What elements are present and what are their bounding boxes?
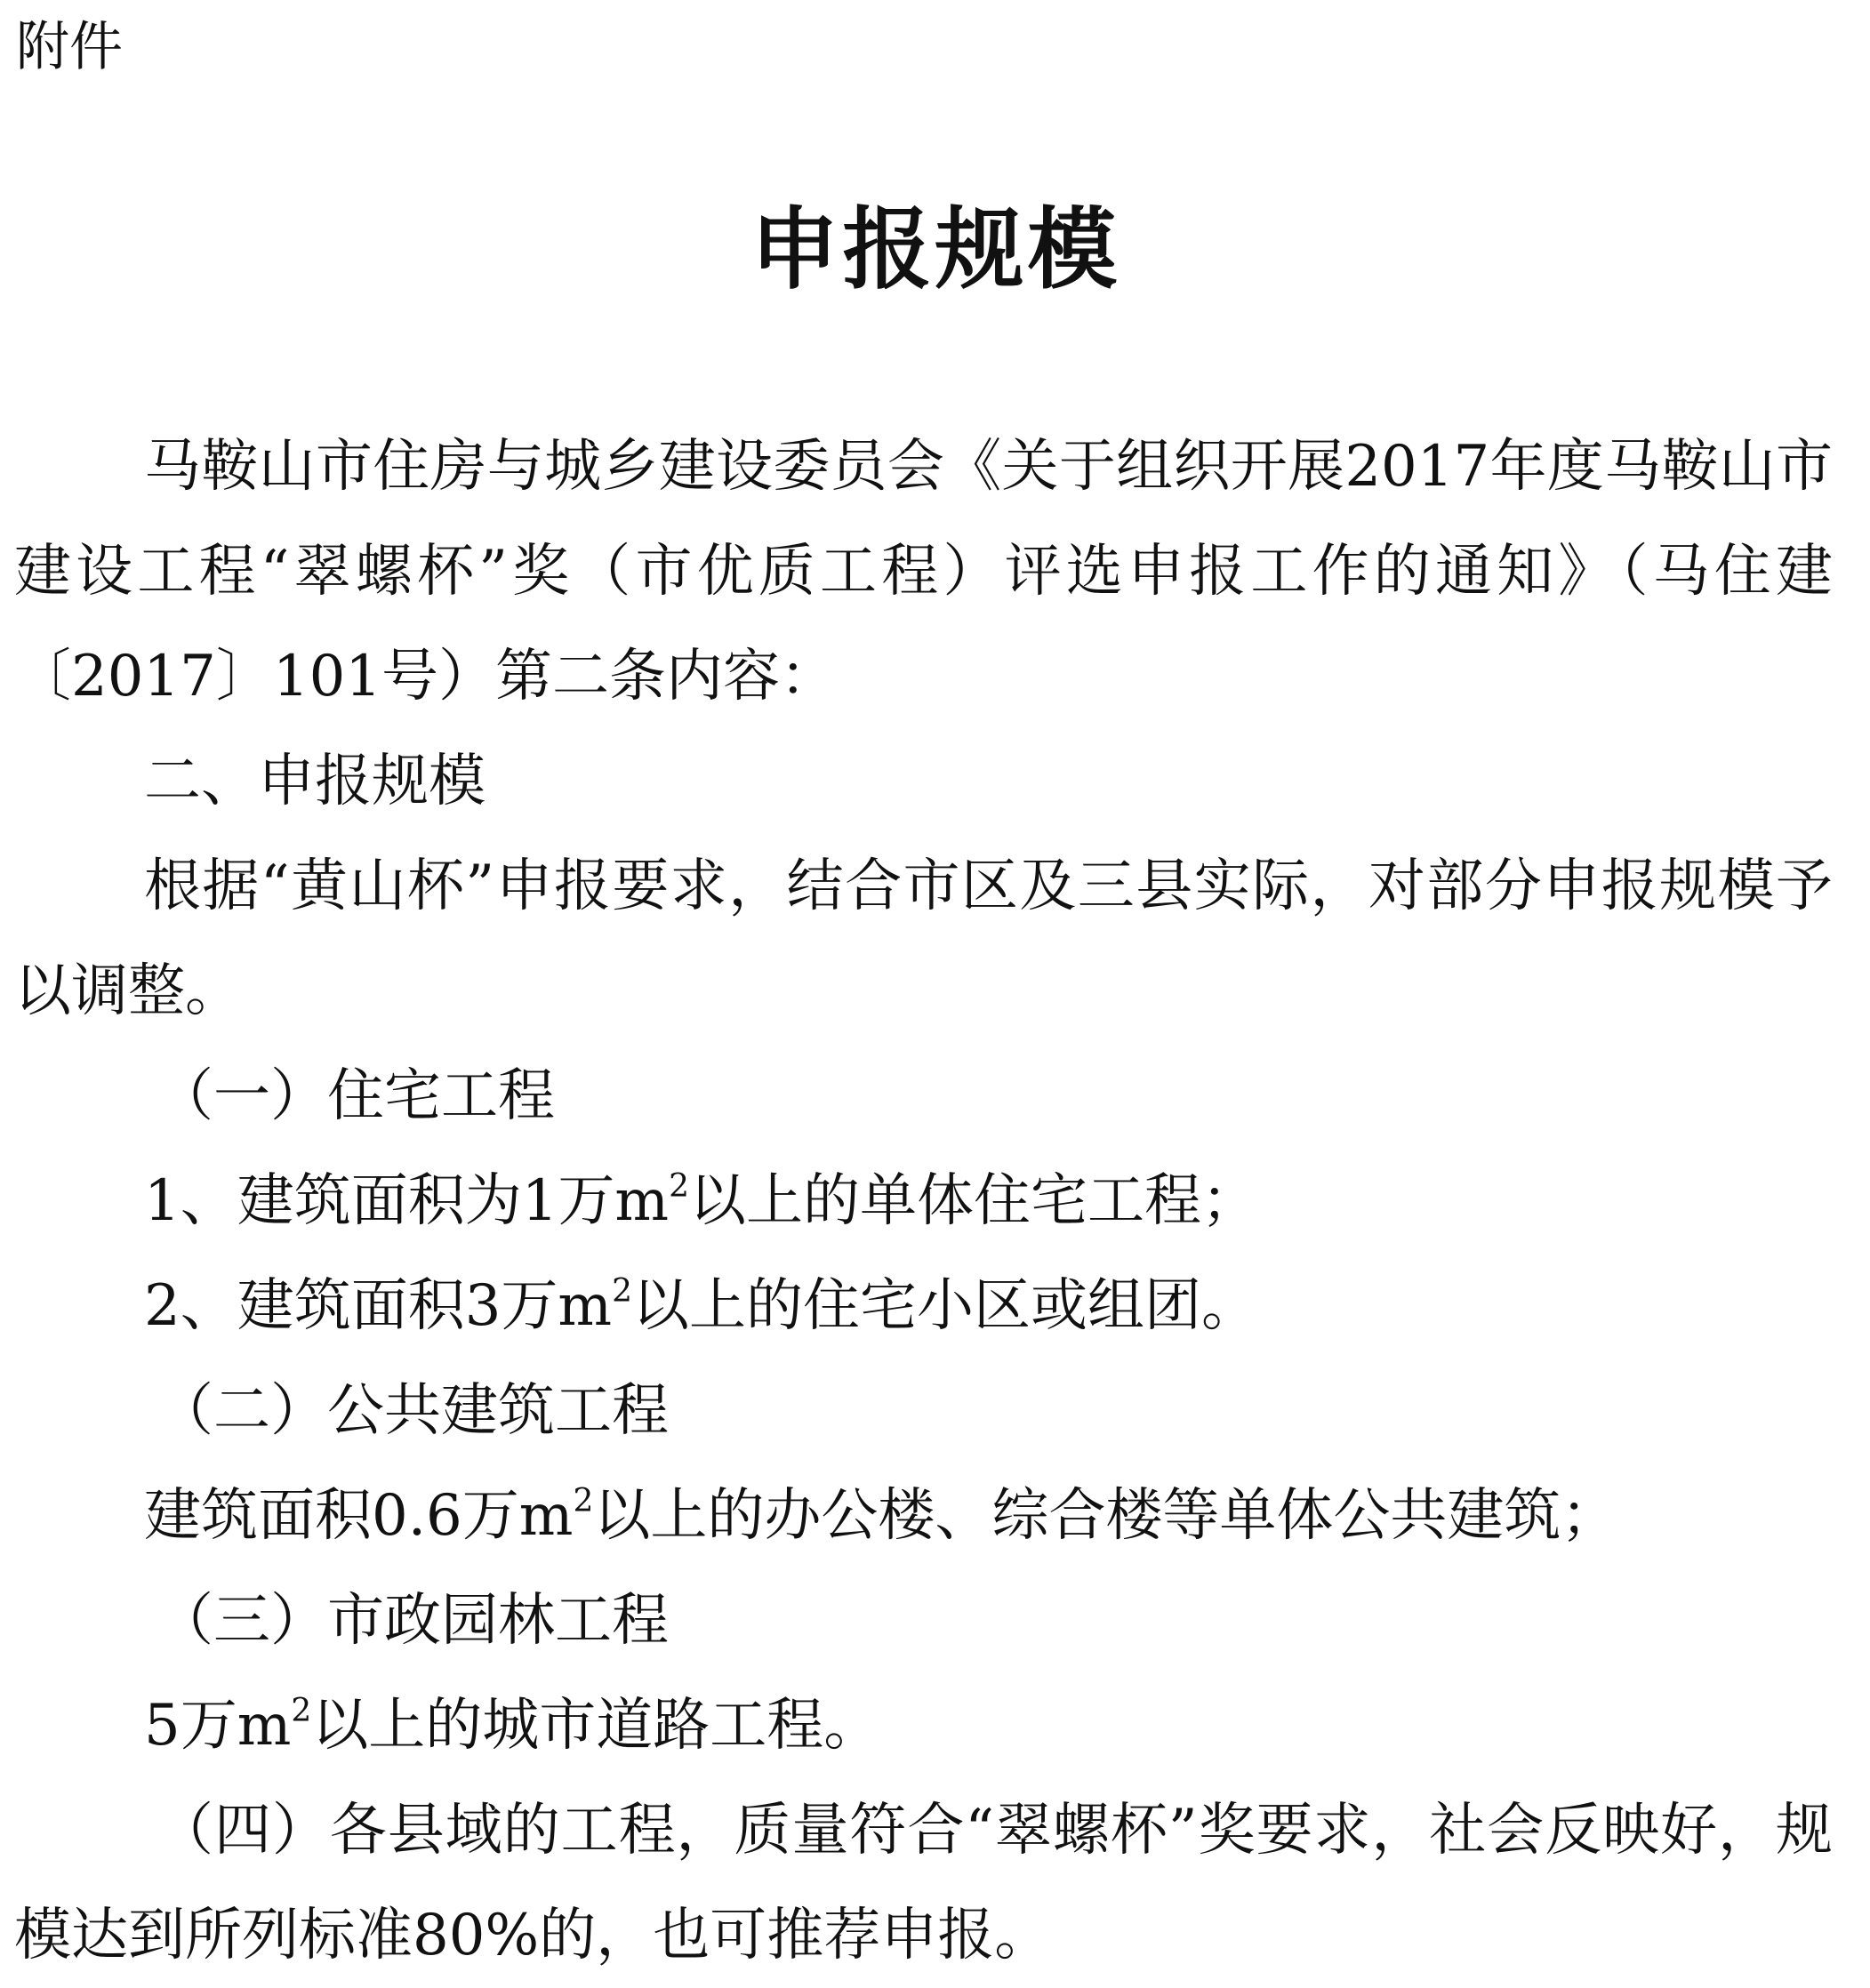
public-item	[14, 1463, 1833, 1568]
residential-item-2	[14, 1254, 1833, 1359]
residential-item-1	[14, 1149, 1833, 1254]
public-item-superscript: 2	[573, 1483, 594, 1519]
residential-item-2-rest: 以上的住宅小区或组团。	[632, 1273, 1259, 1339]
county-note-paragraph: （四）各县域的工程，质量符合“翠螺杯”奖要求，社会反映好，规模达到所列标准80%的，也可推荐申报。	[14, 1798, 1833, 1968]
public-heading: （二）公共建筑工程	[157, 1378, 669, 1444]
residential-item-1-superscript: 2	[669, 1168, 690, 1205]
residential-item-2-superscript: 2	[612, 1273, 633, 1310]
section-intro-paragraph: 根据“黄山杯”申报要求，结合市区及三县实际，对部分申报规模予以调整。	[14, 854, 1833, 1024]
municipal-item-text: 5万m	[144, 1693, 292, 1759]
municipal-item-rest: 以上的城市道路工程。	[311, 1693, 881, 1759]
document-title: 申报规模	[750, 196, 1120, 301]
residential-heading: （一）住宅工程	[157, 1063, 555, 1129]
residential-item-1-rest: 以上的单体住宅工程；	[689, 1168, 1259, 1234]
municipal-item-superscript: 2	[291, 1693, 312, 1729]
municipal-heading: （三）市政园林工程	[157, 1588, 669, 1654]
public-item-text: 建筑面积0.6万m	[144, 1483, 574, 1549]
intro-paragraph: 马鞍山市住房与城乡建设委员会《关于组织开展2017年度马鞍山市建设工程“翠螺杯”奖（市优质工程）评选申报工作的通知》（马住建〔2017〕101号）第二条内容：	[14, 434, 1833, 709]
residential-item-2-text: 2、建筑面积3万m	[144, 1273, 613, 1339]
document-body	[14, 414, 1833, 1988]
attachment-label: 附件	[16, 16, 123, 78]
public-item-rest: 以上的办公楼、综合楼等单体公共建筑；	[593, 1483, 1618, 1549]
section-heading: 二、申报规模	[144, 749, 486, 814]
municipal-item	[14, 1673, 1833, 1778]
residential-item-1-text: 1、建筑面积为1万m	[144, 1168, 670, 1234]
